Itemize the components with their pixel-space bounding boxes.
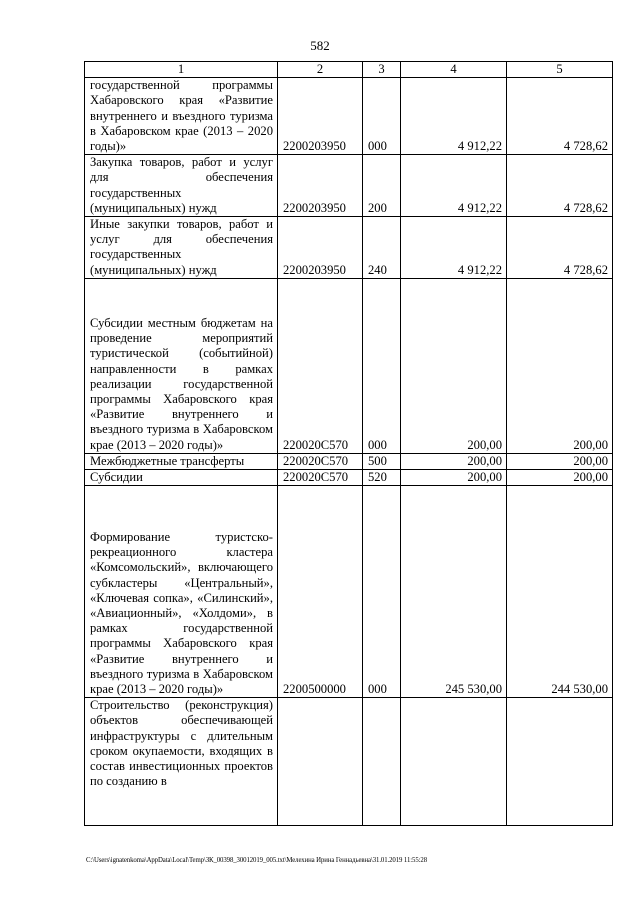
row-type: 200 [363,155,401,217]
page-number: 582 [310,38,330,53]
row-type: 000 [363,78,401,155]
table-row [85,217,613,279]
table-row [85,453,613,469]
table-row [85,470,613,486]
row-name: Иные закупки товаров, работ и услуг для обеспечения государственных (муниципальных) нужд [85,217,278,279]
row-type: 000 [363,278,401,453]
row-value-5: 200,00 [507,278,613,453]
row-name: Субсидии [85,470,278,486]
row-type: 500 [363,453,401,469]
table-row [85,486,613,698]
table-row [85,78,613,155]
column-header-3: 3 [363,62,401,78]
row-value-4: 200,00 [401,453,507,469]
row-value-5: 244 530,00 [507,486,613,698]
row-type [363,698,401,826]
row-name: Закупка товаров, работ и услуг для обеспечения государственных (муниципальных) нужд [85,155,278,217]
table-row [85,698,613,826]
row-code [278,698,363,826]
row-value-4: 200,00 [401,278,507,453]
row-value-4: 4 912,22 [401,78,507,155]
row-value-5 [507,698,613,826]
row-name: Межбюджетные трансферты [85,453,278,469]
row-code: 220020С570 [278,453,363,469]
column-header-2: 2 [278,62,363,78]
row-name: государственной программы Хабаровского края «Развитие внутреннего и въездного туризма в Хабаровском крае (2013 – 2020 годы)» [85,78,278,155]
document-footer-path: C:\Users\ignatenkoma\AppData\Local\Temp\ЗК_00398_30012019_005.txt\Мелехина Ирина Геннадьевна\31.01.2019 11:55:28 [86,857,428,864]
row-type: 240 [363,217,401,279]
table-row [85,278,613,453]
row-value-4: 245 530,00 [401,486,507,698]
budget-table [84,61,613,826]
row-code: 2200203950 [278,217,363,279]
column-header-4: 4 [401,62,507,78]
table-header-row [85,62,613,78]
row-value-5: 4 728,62 [507,78,613,155]
column-header-1: 1 [85,62,278,78]
row-value-5: 4 728,62 [507,217,613,279]
row-name: Строительство (реконструкция) объектов обеспечивающей инфраструктуры с длительным сроком окупаемости, входящих в состав инвестиционных проектов по созданию в [85,698,278,826]
row-value-4 [401,698,507,826]
column-header-5: 5 [507,62,613,78]
row-type: 000 [363,486,401,698]
row-value-5: 200,00 [507,453,613,469]
row-value-4: 200,00 [401,470,507,486]
row-value-4: 4 912,22 [401,155,507,217]
row-value-5: 200,00 [507,470,613,486]
row-name: Формирование туристско-рекреационного кластера «Комсомольский», включающего субкластеры «Центральный», «Ключевая сопка», «Силинский», «Авиационный», «Холдоми», в рамках государственной программы Хабаровского края «Развитие внутреннего и въездного туризма в Хабаровском крае (2013 – 2020 годы)» [85,486,278,698]
table-row [85,155,613,217]
row-value-5: 4 728,62 [507,155,613,217]
row-name: Субсидии местным бюджетам на проведение мероприятий туристической (событийной) направленности в рамках реализации государственной программы Хабаровского края «Развитие внутреннего и въездного туризма в Хабаровском крае (2013 – 2020 годы)» [85,278,278,453]
row-code: 2200203950 [278,155,363,217]
row-code: 220020С570 [278,278,363,453]
row-value-4: 4 912,22 [401,217,507,279]
row-code: 2200203950 [278,78,363,155]
row-type: 520 [363,470,401,486]
row-code: 220020С570 [278,470,363,486]
row-code: 2200500000 [278,486,363,698]
